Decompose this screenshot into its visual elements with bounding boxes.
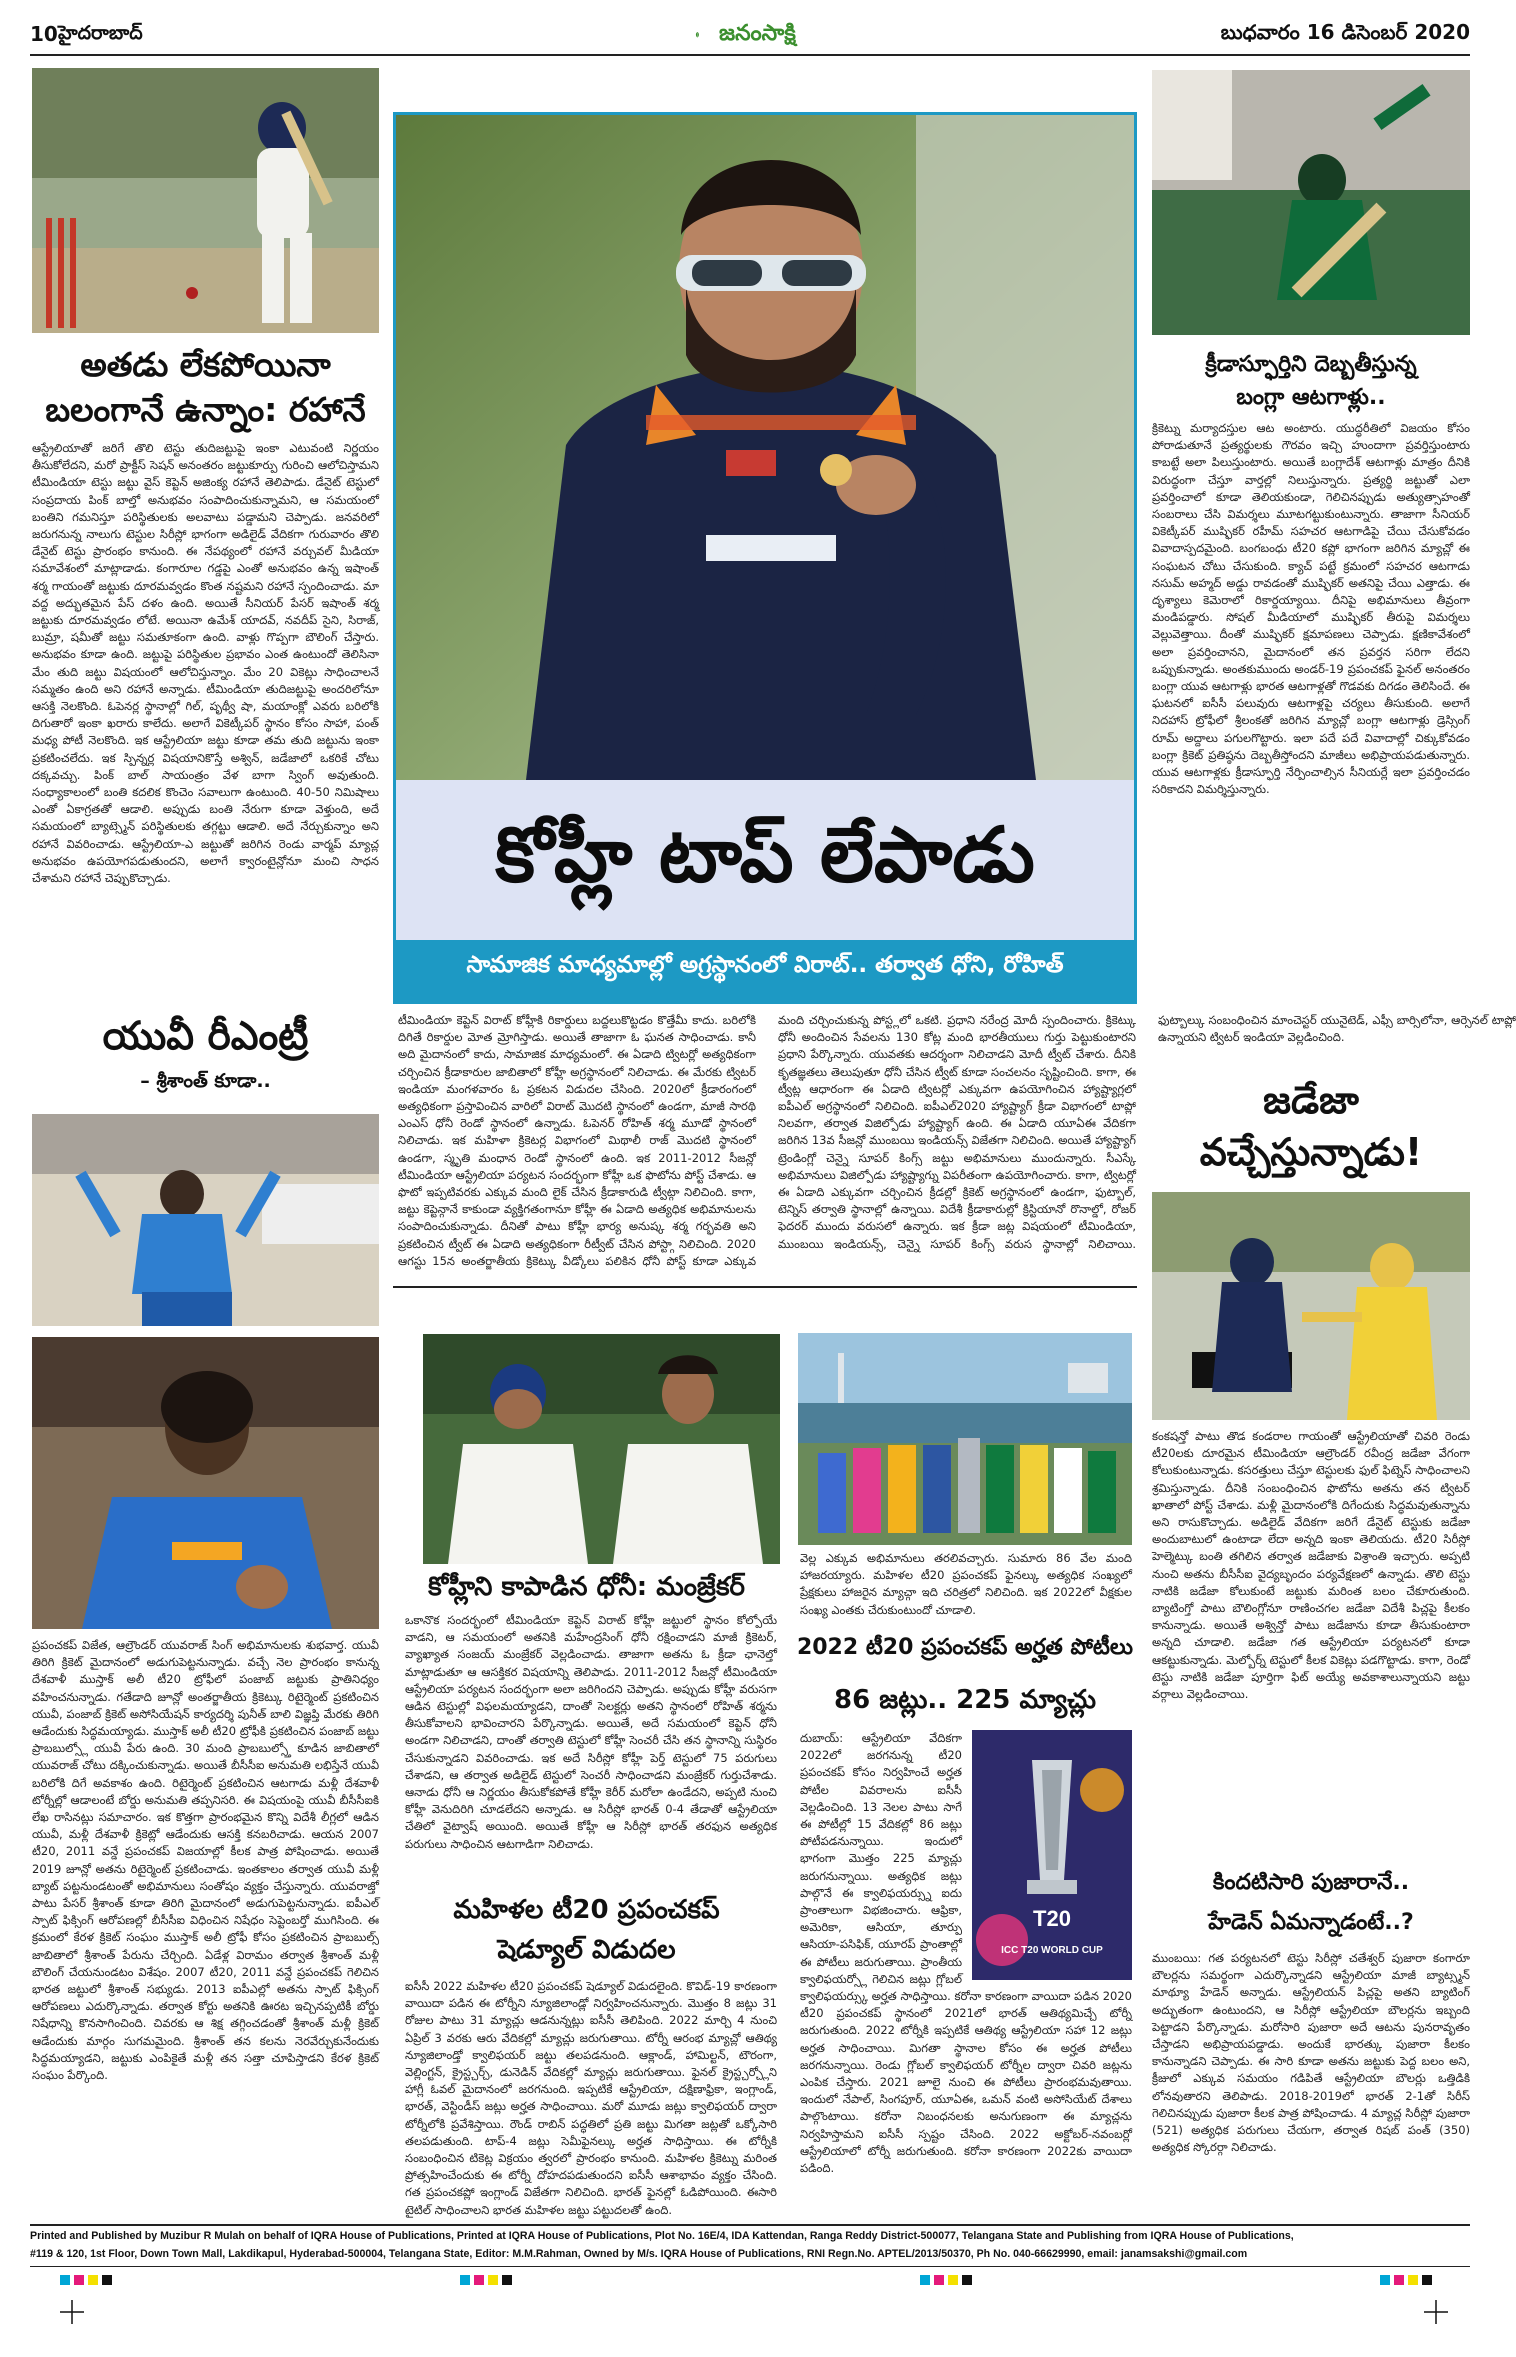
yuvi-article-body: ప్రపంచకప్ విజేత, ఆల్రౌండర్ యువరాజ్ సింగ్ అభిమానులకు శుభవార్త. యువీ తిరిగి క్రికెట్ మైదానంలో అడుగుపెట్టనున్నాడు. వచ్చే నెల ప్రారంభం కానున్న దేశవాళీ ముస్తాక్ అలీ టీ20 ట్రోఫీలో పంజాబ్ జట్టుకు ప్రాతినిధ్యం వహించనున్నాడు. గతేడాది జూన్లో అంతర్జాతీయ క్రికెట్కు రిటైర్మెంట్ ప్రకటించిన యువీ, పంజాబ్ క్రికెట్ అసోసియేషన్ కార్యదర్శి పునీత్ బాలి విజ్ఞప్తి మేరకు తిరిగి ఆడేందుకు సిద్ధమయ్యాడు. ముస్తాక్ అలీ టీ20 ట్రోఫీకి ప్రకటించిన పంజాబ్ జట్టు ప్రాబబుల్స్లో యువీ పేరు ఉంది. 30 మంది ప్రాబబుల్స్తో కూడిన జాబితాలో యువరాజ్ చోటు దక్కించుకున్నాడు. అయితే బీసీసీఐ అనుమతి లభిస్తేనే యువీ బరిలోకి దిగే అవకాశం ఉంది. రిటైర్మెంట్ ప్రకటించిన ఆటగాడు మళ్లీ దేశవాళీ టోర్నీల్లో ఆడాలంటే బోర్డు అనుమతి తప్పనిసరి. ఈ విషయంపై యువీ బీసీసీఐకి లేఖ రాసినట్లు సమాచారం. ఇక కొత్తగా ప్రారంభమైన కొన్ని విదేశీ లీగ్లలో ఆడిన యువీ, మళ్లీ దేశవాళీ క్రికెట్లో ఆడేందుకు ఆసక్తి కనబరిచాడు. ఆయన 2007 టీ20, 2011 వన్డే ప్రపంచకప్ విజయాల్లో కీలక పాత్ర పోషించాడు. అయితే 2019 జూన్లో అతను రిటైర్మెంట్ ప్రకటించాడు. ఇంతకాలం తర్వాత యువీ మళ్లీ బ్యాట్ పట్టనుండటంతో అభిమానులు సంతోషం వ్యక్తం చేస్తున్నారు. యువరాజ్తో పాటు పేసర్ శ్రీశాంత్ కూడా తిరిగి మైదానంలో అడుగుపెట్టనున్నాడు. ఐపీఎల్ స్పాట్ ఫిక్సింగ్ ఆరోపణల్లో బీసీసీఐ విధించిన నిషేధం సెప్టెంబర్తో ముగిసింది. ఈ క్రమంలో కేరళ క్రికెట్ సంఘం ముస్తాక్ అలీ ట్రోఫీ కోసం ప్రకటించిన ప్రాబబుల్స్ జాబితాలో శ్రీశాంత్ పేరును చేర్చింది. ఏడేళ్ల విరామం తర్వాత శ్రీశాంత్ మళ్లీ బౌలింగ్ చేయనుండటం విశేషం. 2007 టీ20, 2011 వన్డే ప్రపంచకప్ గెలిచిన భారత జట్టులో శ్రీశాంత్ సభ్యుడు. 2013 ఐపీఎల్లో అతను స్పాట్ ఫిక్సింగ్ ఆరోపణలు ఎదుర్కొన్నాడు. తర్వాత కోర్టు అతనికి ఊరట ఇచ్చినప్పటికీ బోర్డు నిషేధాన్ని కొనసాగించింది. చివరకు ఆ శిక్ష తగ్గించడంతో శ్రీశాంత్ మళ్లీ క్రికెట్ ఆడేందుకు మార్గం సుగమమైంది. శ్రీశాంత్ తన కలను నెరవేర్చుకునేందుకు సిద్ధమయ్యాడని, జట్టుకు ఎంపికైతే మళ్లీ తన సత్తా చూపిస్తాడని కేరళ క్రికెట్ సంఘం పేర్కొంది. <box>32 1638 379 2083</box>
qualifier-intro-text: వెల్ల ఎక్కువ అభిమానులు తరలివచ్చారు. సుమారు 86 వేల మంది హాజరయ్యారు. మహిళల టీ20 ప్రపంచకప్ ఫైనల్కు అత్యధిక సంఖ్యలో ప్రేక్షకులు హాజరైన మ్యాచ్గా ఇది చరిత్రలో నిలిచింది. ఇక 2022లో వీక్షకుల సంఖ్య ఎంతకు చేరుకుంటుందో చూడాలి. <box>800 1551 1132 1617</box>
imprint-line2: #119 & 120, 1st Floor, Down Town Mall, Lakdikapul, Hyderabad-500004, Telangana State, Editor: M.M.Rahman, Owned by M/s. IQRA House of Publications, RNI Regn.No. APTEL/2013/50370, Ph No. 040-66629990, email: janamsakshi@gmail.com <box>30 2248 1248 2260</box>
yuvraj-celebration-photo <box>32 1114 379 1326</box>
dhoni-kohli-photo <box>423 1334 780 1564</box>
masthead-logo <box>695 18 815 52</box>
crop-mark-left-icon <box>60 2300 84 2324</box>
yuvi-subhead: – శ్రీశాంత్ కూడా.. <box>140 1070 271 1092</box>
jadeja-photo <box>1152 1192 1470 1420</box>
footer-rule-bottom <box>30 2266 1470 2267</box>
rahane-batting-photo <box>32 68 379 333</box>
trophy-logo-text: T20 <box>1033 1906 1071 1931</box>
women-article-body: ఐసీసీ 2022 మహిళల టీ20 ప్రపంచకప్ షెడ్యూల్ విడుదలైంది. కొవిడ్-19 కారణంగా వాయిదా పడిన ఈ టోర్నీని న్యూజిలాండ్లో నిర్వహించనున్నారు. మొత్తం 8 జట్లు 31 రోజుల పాటు 31 మ్యాచ్లు ఆడనున్నట్లు ఐసీసీ తెలిపింది. 2022 మార్చి 4 నుంచి ఏప్రిల్ 3 వరకు ఆరు వేదికల్లో మ్యాచ్లు జరుగుతాయి. టోర్నీ ఆరంభ మ్యాచ్లో ఆతిథ్య న్యూజిలాండ్తో క్వాలిఫయర్ జట్టు తలపడనుంది. ఆక్లాండ్, హామిల్టన్, టౌరంగా, వెల్లింగ్టన్, క్రైస్ట్చర్చ్, డునెడిన్ వేదికల్లో మ్యాచ్లు జరుగుతాయి. ఫైనల్ క్రైస్ట్చర్చ్లోని హాగ్లీ ఓవల్ మైదానంలో జరగనుంది. ఇప్పటికే ఆస్ట్రేలియా, దక్షిణాఫ్రికా, ఇంగ్లాండ్, భారత్, వెస్టిండీస్ జట్లు అర్హత సాధించాయి. మరో మూడు జట్లు క్వాలిఫయర్ ద్వారా టోర్నీలోకి ప్రవేశిస్తాయి. రౌండ్ రాబిన్ పద్ధతిలో ప్రతి జట్టు మిగతా జట్లతో ఒక్కోసారి తలపడుతుంది. టాప్-4 జట్లు సెమీఫైనల్కు అర్హత సాధిస్తాయి. ఈ టోర్నీకి సంబంధించిన టికెట్ల విక్రయం త్వరలో ప్రారంభం కానుంది. మహిళల క్రికెట్ను మరింత ప్రోత్సహించేందుకు ఈ టోర్నీ దోహదపడుతుందని ఐసీసీ ఆశాభావం వ్యక్తం చేసింది. గత ప్రపంచకప్లో ఇంగ్లాండ్ విజేతగా నిలిచింది. భారత్ ఫైనల్లో ఓడిపోయింది. ఈసారి టైటిల్ సాధించాలని భారత మహిళల జట్టు పట్టుదలతో ఉంది. <box>405 1979 777 2217</box>
trophy-brand-text: ICC T20 WORLD CUP <box>1001 1945 1103 1956</box>
rahane-headline-line1: అతడు లేకపోయినా <box>80 345 331 384</box>
bangladesh-batsman-photo <box>1152 70 1470 335</box>
pujara-article-body: ముంబయి: గత పర్యటనలో టెస్టు సిరీస్లో చతేశ్వర్ పుజారా కంగారూ బౌలర్లను సమర్థంగా ఎదుర్కొన్నాడని ఆస్ట్రేలియా మాజీ బ్యాట్స్మన్ మాథ్యూ హేడెన్ అన్నాడు. ఆస్ట్రేలియన్ పిచ్లపై అతని బ్యాటింగ్ అద్భుతంగా ఉంటుందని, ఆ సిరీస్లో ఆస్ట్రేలియా బౌలర్లను ఇబ్బంది పెట్టాడని పేర్కొన్నాడు. మరోసారి పుజారా అదే ఆటను పునరావృతం చేస్తాడని అభిప్రాయపడ్డాడు. అందుకే భారత్కు పుజారా కీలకం కానున్నాడని చెప్పాడు. ఈ సారి కూడా అతను జట్టుకు పెద్ద బలం అని, క్రీజులో ఎక్కువ సమయం గడిపితే ఆస్ట్రేలియా బౌలర్లు ఒత్తిడికి లోనవుతారని తెలిపాడు. 2018-2019లో భారత్ 2-1తో సిరీస్ గెలిచినప్పుడు పుజారా కీలక పాత్ర పోషించాడు. 4 మ్యాచ్ల సిరీస్లో పుజారా (521) అత్యధిక పరుగులు చేయగా, తర్వాత రిషబ్ పంత్ (350) అత్యధిక స్కోరర్గా నిలిచాడు. <box>1152 1951 1470 2155</box>
bangla-headline-line1: క్రీడాస్ఫూర్తిని దెబ్బతీస్తున్న <box>1205 352 1417 377</box>
rahane-headline-line2: బలంగానే ఉన్నాం: రహానే <box>45 390 366 429</box>
dhoni-article-body: ఒకానొక సందర్భంలో టీమిండియా కెప్టెన్ విరాట్ కోహ్లీ జట్టులో స్థానం కోల్పోయే వాడని, ఆ సమయంలో అతనికి మహేంద్రసింగ్ ధోనీ రక్షించాడని మాజీ క్రికెటర్, వ్యాఖ్యాత సంజయ్ మంజ్రేకర్ వెల్లడించాడు. తాజాగా అతను ఓ క్రీడా ఛానెల్తో మాట్లాడుతూ ఆ ఆసక్తికర విషయాన్ని తెలిపాడు. 2011-2012 సీజన్లో టీమిండియా ఆస్ట్రేలియా పర్యటన సందర్భంగా అలా జరిగిందని చెప్పాడు. అప్పుడు కోహ్లీ వరుసగా ఆడిన టెస్టుల్లో విఫలమయ్యాడని, దాంతో సెలక్టర్లు అతని స్థానంలో రోహిత్ శర్మను తీసుకోవాలని భావించారని పేర్కొన్నాడు. అయితే, అదే సమయంలో కెప్టెన్ ధోనీ అండగా నిలిచాడని, దాంతో తర్వాతి టెస్టులో కోహ్లీ సెంచరీ చేసి తన స్థానాన్ని సుస్థిరం చేసుకున్నాడని వివరించాడు. ఇక అదే సిరీస్లో కోహ్లీ పెర్త్ టెస్టులో 75 పరుగులు చేశాడని, ఆ తర్వాత అడిలైడ్ టెస్టులో సెంచరీ సాధించాడని మంజ్రేకర్ గుర్తుచేశాడు. ఆనాడు ధోనీ ఆ నిర్ణయం తీసుకోకపోతే కోహ్లీ కెరీర్ మరోలా ఉండేదని, అప్పటి నుంచి కోహ్లీ వెనుదిరిగి చూడలేదని అన్నాడు. ఆ సిరీస్లో భారత్ 0-4 తేడాతో ఆస్ట్రేలియా చేతిలో వైట్వాష్ అయింది. అయితే కోహ్లీ ఆ సిరీస్లో భారత్ తరఫున అత్యధిక పరుగులు సాధించిన ఆటగాడిగా నిలిచాడు. <box>405 1613 777 1851</box>
pujara-headline-line2: హేడెన్ ఏమన్నాడంటే..? <box>1208 1910 1414 1935</box>
kohli-headline: కోహ్లీ టాప్ లేపాడు <box>495 810 1035 899</box>
crop-mark-right-icon <box>1424 2300 1448 2324</box>
t20-world-cup-trophy-graphic <box>972 1730 1132 1980</box>
edition-name: హైదరాబాద్ <box>58 22 143 44</box>
dhoni-headline: కోహ్లీని కాపాడిన ధోనీ: మంజ్రేకర్ <box>428 1572 745 1602</box>
qualifier-body-text: దుబాయ్: ఆస్ట్రేలియా వేదికగా 2022లో జరగనున్న టీ20 ప్రపంచకప్ కోసం నిర్వహించే అర్హత పోటీల వివరాలను ఐసీసీ వెల్లడించింది. 13 నెలల పాటు సాగే ఈ పోటీల్లో 15 వేదికల్లో 86 జట్లు పోటీపడనున్నాయి. ఇందులో భాగంగా మొత్తం 225 మ్యాచ్లు జరుగనున్నాయి. అత్యధిక జట్లు పాల్గొనే ఈ క్వాలిఫయర్స్ను ఐదు ప్రాంతాలుగా విభజించారు. ఆఫ్రికా, అమెరికా, ఆసియా, తూర్పు ఆసియా-పసిఫిక్, యూరప్ ప్రాంతాల్లో ఈ పోటీలు జరుగుతాయి. ప్రాంతీయ క్వాలిఫయర్స్లో గెలిచిన జట్లు గ్లోబల్ క్వాలిఫయర్స్కు అర్హత సాధిస్తాయి. కరోనా కారణంగా వాయిదా పడిన 2020 టీ20 ప్రపంచకప్ స్థానంలో 2021లో భారత్ ఆతిథ్యమిచ్చే టోర్నీ జరుగుతుంది. 2022 టోర్నీకి ఇప్పటికే ఆతిథ్య ఆస్ట్రేలియా సహా 12 జట్లు అర్హత సాధించాయి. మిగతా స్థానాల కోసం ఈ అర్హత పోటీలు జరగనున్నాయి. రెండు గ్లోబల్ క్వాలిఫయర్ టోర్నీల ద్వారా చివరి జట్లను ఎంపిక చేస్తారు. 2021 జూలై నుంచి ఈ పోటీలు ప్రారంభమవుతాయి. ఇందులో నేపాల్, సింగపూర్, యూఏఈ, ఒమన్ వంటి అసోసియేట్ దేశాలు పాల్గొంటాయి. కరోనా నిబంధనలకు అనుగుణంగా ఈ మ్యాచ్లను నిర్వహిస్తామని ఐసీసీ స్పష్టం చేసింది. 2022 అక్టోబర్-నవంబర్లో ఆస్ట్రేలియాలో టోర్నీ జరుగుతుంది. కరోనా కారణంగా 2022కు వాయిదా పడింది. <box>800 1731 1132 2176</box>
qualifier-article-body <box>800 1730 1132 2220</box>
women-headline-line2: షెడ్యూల్ విడుదల <box>497 1935 676 1965</box>
jadeja-headline-line1: జడేజా <box>1263 1078 1359 1122</box>
center-section-divider <box>393 1286 1137 1288</box>
qualifier-headline-line1: 2022 టీ20 ప్రపంచకప్ అర్హత పోటీలు <box>796 1635 1134 1660</box>
sreesanth-photo <box>32 1337 379 1629</box>
kohli-subhead: సామాజిక మాధ్యమాల్లో అగ్రస్థానంలో విరాట్.. తర్వాత ధోని, రోహిత్ <box>466 952 1064 978</box>
footer-rule <box>30 2224 1470 2226</box>
leaf-logo-icon <box>695 20 719 50</box>
kohli-article-body: టీమిండియా కెప్టెన్ విరాట్ కోహ్లీకి రికార్డులు బద్దలుకొట్టడం కొత్తేమీ కాదు. బరిలోకి దిగితే రికార్డుల మోత మ్రోగిస్తాడు. అయితే తాజాగా ఓ ఘనత సాధించాడు. కానీ అది మైదానంలో కాదు, సామాజిక మాధ్యమంలో. ఈ ఏడాది ట్విటర్లో అత్యధికంగా చర్చించిన క్రీడాకారుల జాబితాలో కోహ్లీ అగ్రస్థానంలో నిలిచాడు. ఈ మేరకు ట్విటర్ ఇండియా మంగళవారం ఓ ప్రకటన విడుదల చేసింది. 2020లో క్రీడారంగంలో అత్యధికంగా ప్రస్తావించిన వారిలో విరాట్ మొదటి స్థానంలో ఉండగా, మాజీ సారథి ఎంఎస్ ధోనీ రెండో స్థానంలో ఉన్నాడు. ఓపెనర్ రోహిత్ శర్మ మూడో స్థానంలో నిలిచాడు. ఇక మహిళా క్రికెటర్ల విభాగంలో మిథాలీ రాజ్ మొదటి స్థానంలో ఉండగా, స్మృతి మంధాన రెండో స్థానంలో ఉంది. ఇక 2011-2012 సీజన్లో టీమిండియా ఆస్ట్రేలియా పర్యటన సందర్భంగా కోహ్లీ ఒక ఫొటోను పోస్ట్ చేశాడు. ఆ ఫొటో ఇప్పటివరకు ఎక్కువ మంది లైక్ చేసిన క్రీడాకారుడి ట్వీట్గా నిలిచింది. కాగా, జట్టు కెప్టెన్గానే కాకుండా వ్యక్తిగతంగానూ కోహ్లీ ఈ ఏడాది అత్యధిక అభిమానులను సంపాదించుకున్నాడు. దీనితో పాటు కోహ్లీ భార్య అనుష్క శర్మ గర్భవతి అని ప్రకటించిన ట్వీట్ ఈ ఏడాది అత్యధికంగా రీట్వీట్ చేసిన పోస్ట్గా నిలిచింది. 2020 ఆగస్టు 15న అంతర్జాతీయ క్రికెట్కు వీడ్కోలు పలికిన ధోనీ పోస్ట్ కూడా ఎక్కువ మంది చర్చించుకున్న పోస్ట్లలో ఒకటి. ప్రధాని నరేంద్ర మోదీ స్పందించారు. క్రికెట్కు ధోనీ అందించిన సేవలను 130 కోట్ల మంది భారతీయులు గుర్తు పెట్టుకుంటారని ప్రధాని పేర్కొన్నారు. యువతకు ఆదర్శంగా నిలిచాడని మోదీ ట్వీట్ చేశారు. దీనికి కృతజ్ఞతలు తెలుపుతూ ధోనీ చేసిన ట్వీట్ కూడా సంచలనం సృష్టించింది. కాగా, ఈ ట్వీట్ల ఆధారంగా ఈ ఏడాది ట్విటర్లో ఎక్కువగా ఉపయోగించిన హ్యాష్ట్యాగ్లలో ఐపీఎల్ అగ్రస్థానంలో నిలిచింది. ఐపీఎల్2020 హ్యాష్ట్యాగ్ క్రీడా విభాగంలో టాప్లో నిలవగా, తర్వాత విజిల్పోడు హ్యాష్ట్యాగ్ ఉంది. ఈ ఏడాది యూఏఈ వేదికగా జరిగిన 13వ సీజన్లో ముంబయి ఇండియన్స్ విజేతగా నిలిచింది. అయితే హ్యాష్ట్యాగ్ ట్రెండింగ్లో చెన్నై సూపర్ కింగ్స్ జట్టు అభిమానులు ముందున్నారు. సీఎస్కే అభిమానులు విజిల్పోడు హ్యాష్ట్యాగ్ను విపరీతంగా ఉపయోగించారు. కాగా, ట్విటర్లో ఈ ఏడాది ఎక్కువగా చర్చించిన క్రీడల్లో క్రికెట్ అగ్రస్థానంలో ఉండగా, ఫుట్బాల్, టెన్నిస్ తర్వాతి స్థానాల్లో ఉన్నాయి. విదేశీ క్రీడాకారుల్లో క్రిస్టియానో రొనాల్డో, రోజర్ ఫెదరర్ ముందు వరుసలో ఉన్నారు. ఇక క్రీడా జట్ల విషయంలో టీమిండియా, ముంబయి ఇండియన్స్, చెన్నై సూపర్ కింగ్స్ వరుస స్థానాల్లో నిలిచాయి. ఫుట్బాల్కు సంబంధించిన మాంచెస్టర్ యునైటెడ్, ఎఫ్సీ బార్సిలోనా, ఆర్సెనల్ టాప్లో ఉన్నాయని ట్విటర్ ఇండియా వెల్లడించింది. <box>398 1013 1516 1268</box>
rahane-article-body: ఆస్ట్రేలియాతో జరిగే తొలి టెస్టు తుదిజట్టుపై ఇంకా ఎటువంటి నిర్ణయం తీసుకోలేదని, మరో ప్రాక్టీస్ సెషన్ అనంతరం జట్టుకూర్పు గురించి ఆలోచిస్తామని టీమిండియా టెస్టు జట్టు వైస్ కెప్టెన్ అజింక్య రహానే తెలిపాడు. డేనైట్ టెస్టులో సంప్రదాయ పింక్ బాల్తో అనుభవం సంపాదించుకున్నామని, ఆ సమయంలో బంతిని గమనిస్తూ పరిస్థితులకు అలవాటు పడ్డామని చెప్పాడు. జనవరిలో జరుగనున్న నాలుగు టెస్టుల సిరీస్లో భాగంగా అడిలైడ్ వేదికగా గురువారం తొలి డేనైట్ టెస్టు ప్రారంభం కానుంది. ఈ నేపథ్యంలో రహానే వర్చువల్ మీడియా సమావేశంలో మాట్లాడాడు. కంగారూల గడ్డపై ఎంతో అనుభవం ఉన్న ఇషాంత్ శర్మ గాయంతో జట్టుకు దూరమవ్వడం కొంత నష్టమని రహానే స్పందించాడు. మా వద్ద అద్భుతమైన పేస్ దళం ఉంది. అయితే సీనియర్ పేసర్ ఇషాంత్ శర్మ జట్టుకు దూరమవ్వడం లోటే. అయినా ఉమేశ్ యాదవ్, నవదీప్ సైని, సిరాజ్, బుమ్రా, షమీతో జట్టు సమతూకంగా ఉంది. వాళ్లు గొప్పగా బౌలింగ్ చేస్తారు. అనుభవం కూడా ఉంది. జట్టుపై పరిస్థితుల ప్రభావం ఎంత ఉంటుందో తెలిసినా మేం తుది జట్టు విషయంలో ఆలోచిస్తున్నాం. మేం 20 వికెట్లు సాధించాలనే సమ్మతం ఉంది అని రహానే అన్నాడు. టీమిండియా తుదిజట్టుపై అందరిలోనూ ఆసక్తి నెలకొంది. ఓపెనర్ల స్థానాల్లో గిల్, పృథ్వీ షా, మయాంక్లో ఎవరు బరిలోకి దిగుతారో ఇంకా ఖరారు కాలేదు. అలాగే వికెట్కీపర్ స్థానం కోసం సాహా, పంత్ మధ్య పోటీ నెలకొంది. ఇక ఆస్ట్రేలియా జట్టు కూడా తమ తుది జట్టును ఇంకా ప్రకటించలేదు. ఇక స్పిన్నర్ల విషయానికొస్తే అశ్విన్, జడేజాలో ఒకరికే చోటు దక్కవచ్చు. పింక్ బాల్ సాయంత్రం వేళ బాగా స్వింగ్ అవుతుంది. సంధ్యాకాలంలో బంతి కదలిక కొంచెం సవాలుగా ఉంటుంది. 40-50 నిమిషాలు ఎంతో ఏకాగ్రతతో ఆడాలి. అప్పుడు బంతి నేరుగా కూడా వెళ్తుంది, అదే సమయంలో బ్యాట్స్మెన్ పరిస్థితులకు తగ్గట్టు ఆడాలి. అదే నేర్చుకున్నాం అని రహానే వివరించాడు. ఆస్ట్రేలియా-ఎ జట్టుతో జరిగిన రెండు వార్మప్ మ్యాచ్ల అనుభవం ఉపయోగపడుతుందని, అలాగే క్వారంటైన్లోనూ మంచి సాధన చేశామని రహానే చెప్పుకొచ్చాడు. <box>32 441 380 886</box>
qualifier-headline-line2: 86 జట్లు.. 225 మ్యాచ్లు <box>834 1685 1096 1715</box>
header-rule <box>30 54 1470 56</box>
jadeja-headline-line2: వచ్చేస్తున్నాడు! <box>1199 1130 1423 1174</box>
page-number: 10 <box>30 22 58 46</box>
bangla-article-body: క్రికెట్ను మర్యాదస్తుల ఆట అంటారు. యుద్ధరీతిలో విజయం కోసం పోరాడుతూనే ప్రత్యర్థులకు గౌరవం ఇచ్చి హుందాగా ప్రవర్తిస్తుంటారు కాబట్టే అలా పిలుస్తుంటారు. అయితే బంగ్లాదేశ్ ఆటగాళ్లు మాత్రం దీనికి విరుద్ధంగా చేస్తూ వార్తల్లో నిలుస్తున్నారు. ప్రత్యర్థి జట్టుతో ఎలా ప్రవర్తించాలో కూడా తెలియకుండా, గెలిచినప్పుడు అత్యుత్సాహంతో సంబరాలు చేసి విమర్శలు మూటగట్టుకుంటున్నారు. తాజాగా సీనియర్ వికెట్కీపర్ ముష్ఫికర్ రహీమ్ సహచర ఆటగాడిపై చేయి చేసుకోవడం వివాదాస్పదమైంది. బంగబంధు టీ20 కప్లో భాగంగా జరిగిన మ్యాచ్లో ఈ సంఘటన చోటు చేసుకుంది. క్యాచ్ పట్టే క్రమంలో సహచర ఆటగాడు నసుమ్ అహ్మద్ అడ్డు రావడంతో ముష్ఫికర్ అతనిపై చేయి ఎత్తాడు. ఈ దృశ్యాలు కెమెరాలో రికార్డయ్యాయి. దీనిపై అభిమానులు తీవ్రంగా మండిపడ్డారు. సోషల్ మీడియాలో ముష్ఫికర్ తీరుపై విమర్శలు వెల్లువెత్తాయి. దీంతో ముష్ఫికర్ క్షమాపణలు చెప్పాడు. క్షణికావేశంలో అలా ప్రవర్తించానని, మైదానంలో తన ప్రవర్తన సరిగా లేదని ఒప్పుకున్నాడు. అంతకుముందు అండర్-19 ప్రపంచకప్ ఫైనల్ అనంతరం బంగ్లా యువ ఆటగాళ్లు భారత ఆటగాళ్లతో గొడవకు దిగడం తెలిసిందే. ఈ ఘటనలో ఐసీసీ పలువురు ఆటగాళ్లపై చర్యలు తీసుకుంది. అలాగే నిదహాస్ ట్రోఫీలో శ్రీలంకతో జరిగిన మ్యాచ్లో బంగ్లా ఆటగాళ్లు డ్రెస్సింగ్ రూమ్ అద్దాలు పగులగొట్టారు. ఇలా పదే పదే వివాదాల్లో చిక్కుకోవడం బంగ్లా క్రికెట్ ప్రతిష్ఠను దెబ్బతీస్తోందని మాజీలు అభిప్రాయపడుతున్నారు. యువ ఆటగాళ్లకు క్రీడాస్ఫూర్తి నేర్పించాల్సిన సీనియర్లే ఇలా ప్రవర్తించడం సరికాదని విమర్శిస్తున్నారు. <box>1152 421 1470 797</box>
womens-captains-trophy-photo <box>798 1333 1132 1545</box>
kohli-photo <box>396 115 1134 780</box>
page-header <box>30 18 1470 56</box>
masthead-title: జనంసాక్షి <box>719 21 796 46</box>
yuvi-headline: యువీ రీఎంట్రీ <box>102 1014 309 1059</box>
color-registration-bar <box>60 2272 1440 2288</box>
imprint-line1: Printed and Published by Muzibur R Mulah on behalf of IQRA House of Publications, Printed at IQRA House of Publications, Plot No. 16E/4, IDA Kattendan, Ranga Reddy District-500077, Telangana State and Publishing from IQRA House of Publications, <box>30 2230 1294 2242</box>
issue-date: బుధవారం 16 డిసెంబర్ 2020 <box>1220 20 1470 44</box>
women-headline-line1: మహిళల టీ20 ప్రపంచకప్ <box>453 1895 720 1925</box>
jadeja-article-body: కంకషన్తో పాటు తొడ కండరాల గాయంతో ఆస్ట్రేలియాతో చివరి రెండు టీ20లకు దూరమైన టీమిండియా ఆల్రౌండర్ రవీంద్ర జడేజా వేగంగా కోలుకుంటున్నాడు. కసరత్తులు చేస్తూ టెస్టులకు ఫుల్ ఫిట్నెస్ సాధించాలని శ్రమిస్తున్నాడు. దీనికి సంబంధించిన ఫొటోను అతను తన ట్విటర్ ఖాతాలో పోస్ట్ చేశాడు. మళ్లీ మైదానంలోకి దిగేందుకు సిద్ధమవుతున్నాను అని రాసుకొచ్చాడు. అడిలైడ్ వేదికగా జరిగే డేనైట్ టెస్టుకు జడేజా అందుబాటులో ఉంటాడా లేదా అన్నది ఇంకా తెలియదు. టీ20 సిరీస్లో హెల్మెట్కు బంతి తగిలిన తర్వాత జడేజాకు విశ్రాంతి ఇచ్చారు. అప్పటి నుంచి అతను బీసీసీఐ వైద్యబృందం పర్యవేక్షణలో ఉన్నాడు. తొలి టెస్టు నాటికి జడేజా కోలుకుంటే జట్టుకు మరింత బలం చేకూరుతుంది. బ్యాటింగ్తో పాటు బౌలింగ్లోనూ రాణించగల జడేజా విదేశీ పిచ్లపై కీలకం కానున్నాడు. అయితే అశ్విన్తో పాటు జడేజాను కూడా తీసుకుంటారా అన్నది చూడాలి. జడేజా గత ఆస్ట్రేలియా పర్యటనలో కూడా ఆకట్టుకున్నాడు. మెల్బోర్న్ టెస్టులో కీలక వికెట్లు పడగొట్టాడు. కాగా, రెండో టెస్టు నాటికి జడేజా పూర్తిగా ఫిట్ అయ్యే అవకాశాలున్నాయని జట్టు వర్గాలు వెల్లడించాయి. <box>1152 1429 1470 1702</box>
bangla-headline-line2: బంగ్లా ఆటగాళ్లు.. <box>1236 385 1386 410</box>
pujara-headline-line1: కిందటిసారి పుజారానే.. <box>1212 1870 1410 1895</box>
